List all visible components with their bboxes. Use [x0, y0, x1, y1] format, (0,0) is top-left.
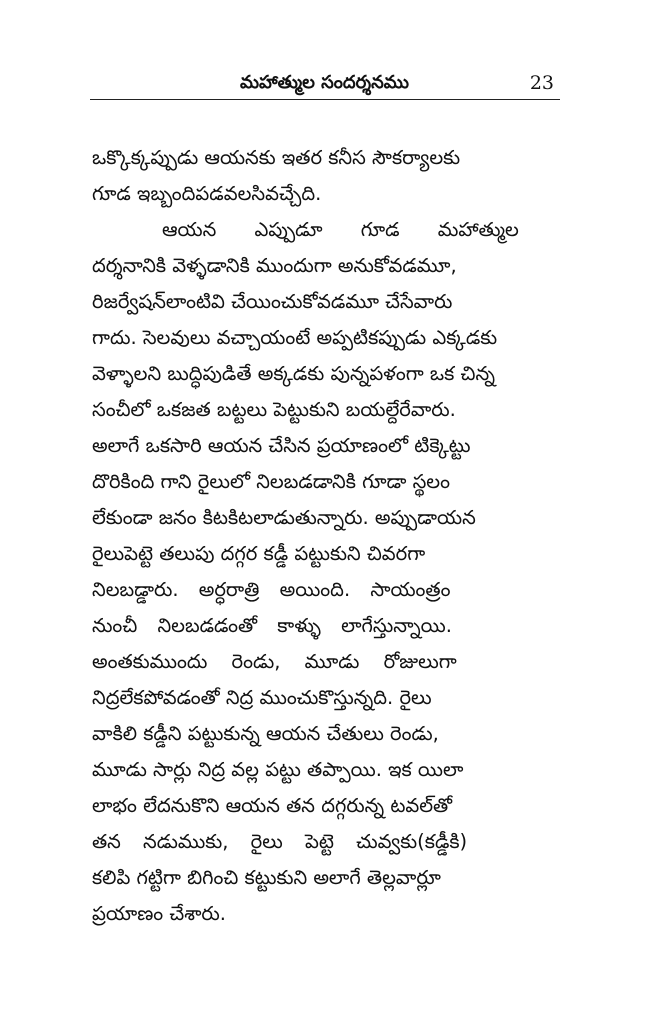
text-line-2: గూడ ఇబ్బందిపడవలసివచ్చేది.	[92, 182, 322, 205]
text-line-6: గాదు. సెలవులు వచ్చాయంటే అప్పటికప్పుడు ఎక్కడకు	[92, 326, 498, 349]
text-line-11: లేకుండా జనం కిటకిటలాడుతున్నారు. అప్పుడాయన	[92, 506, 476, 529]
text-line-13: నిలబడ్డారు. అర్ధరాత్రి అయింది. సాయంత్రం	[92, 578, 451, 601]
text-line-19: లాభం లేదనుకొని ఆయన తన దగ్గరున్న టవల్‌తో	[92, 794, 453, 817]
text-line-3: ఆయన ఎప్పుడూ గూడ మహాత్ముల	[162, 218, 519, 241]
text-line-22: ప్రయాణం చేశారు.	[92, 902, 226, 925]
text-line-8: సంచీలో ఒకజత బట్టలు పెట్టుకుని బయల్దేరేవారు.	[92, 398, 456, 421]
text-line-15: అంతకుముందు రెండు, మూడు రోజులుగా	[92, 650, 457, 673]
text-line-1: ఒక్కొక్కప్పుడు ఆయనకు ఇతర కనీస సౌకర్యాలకు	[92, 146, 461, 169]
page-number: 23	[529, 72, 554, 94]
text-line-14: నుంచీ నిలబడడంతో కాళ్ళు లాగేస్తున్నాయి.	[92, 614, 452, 637]
text-line-12: రైలుపెట్టె తలుపు దగ్గర కడ్డీ పట్టుకుని చివరగా	[92, 542, 426, 565]
running-title: మహాత్ముల సందర్శనము	[240, 72, 409, 93]
header-rule	[90, 99, 560, 100]
text-line-10: దొరికింది గాని రైలులో నిలబడడానికి గూడా స్థలం	[92, 470, 451, 493]
page-header	[90, 68, 560, 100]
text-line-20: తన నడుముకు, రైలు పెట్టె చువ్వకు(కడ్డీకి)	[92, 830, 468, 853]
text-line-17: వాకిలి కడ్డీని పట్టుకున్న ఆయన చేతులు రెండు,	[92, 722, 439, 745]
text-line-5: రిజర్వేషన్‌లాంటివి చేయించుకోవడమూ చేసేవారు	[92, 290, 453, 313]
text-line-9: అలాగే ఒకసారి ఆయన చేసిన ప్రయాణంలో టిక్కెట్టు	[92, 434, 471, 457]
text-line-18: మూడు సార్లు నిద్ర వల్ల పట్టు తప్పాయి. ఇక యిలా	[92, 758, 464, 781]
text-line-16: నిద్రలేకపోవడంతో నిద్ర ముంచుకొస్తున్నది. రైలు	[92, 686, 432, 709]
text-line-21: కలిపి గట్టిగా బిగించి కట్టుకుని అలాగే తెల్లవార్లూ	[92, 866, 441, 889]
text-line-7: వెళ్ళాలని బుద్ధిపుడితే అక్కడకు పున్నపళంగా ఒక చిన్న	[92, 362, 495, 385]
text-line-4: దర్శనానికి వెళ్ళడానికి ముందుగా అనుకోవడమూ,	[92, 254, 457, 277]
